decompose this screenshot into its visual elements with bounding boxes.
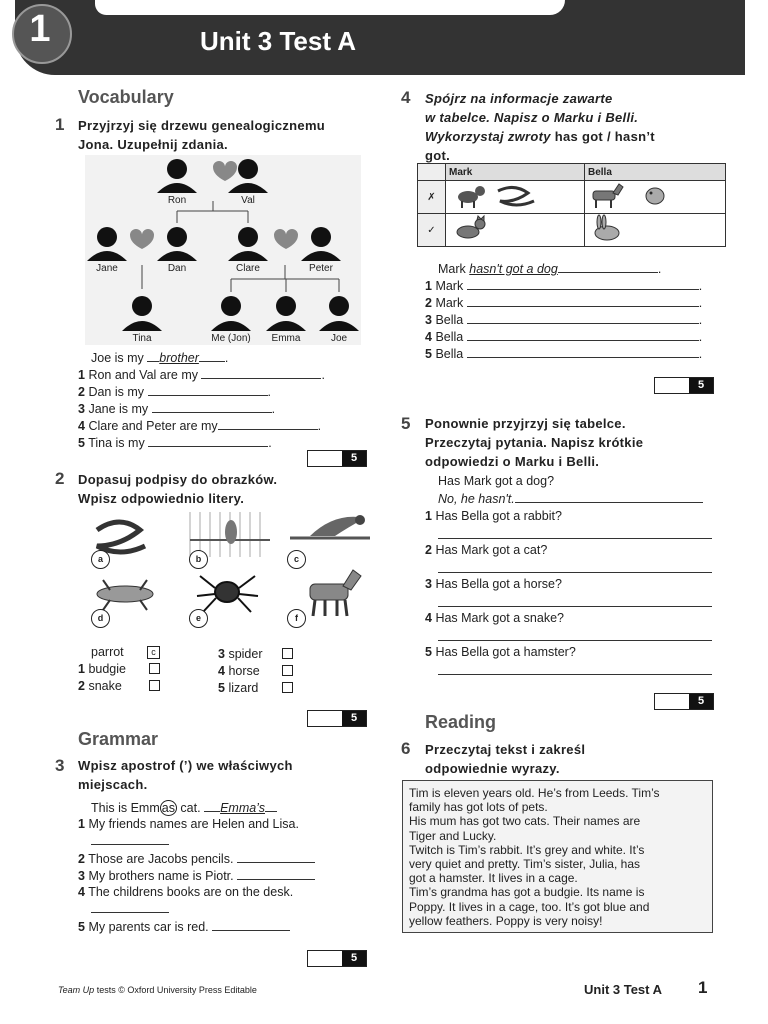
section-reading: Reading — [425, 712, 497, 732]
bella-hasnt-cell — [585, 181, 726, 214]
person-silhouette-icon — [211, 296, 251, 331]
tree-name-ron: Ron — [167, 195, 187, 206]
pets-table-header-bella: Bella — [585, 164, 726, 181]
ex1-instruction — [78, 116, 325, 154]
tree-name-joe: Joe — [330, 333, 348, 344]
ex1-item-3: 3 Jane is my . — [78, 402, 276, 416]
ex2-example-box: c — [147, 646, 160, 659]
family-tree-graphic — [85, 155, 361, 345]
ex2-instruction-line2: Wpisz odpowiednio litery. — [78, 491, 245, 506]
ex2-item-1: 1 budgie — [78, 662, 126, 676]
ex2-number: 2 — [55, 469, 65, 488]
answer-blank[interactable] — [467, 294, 699, 307]
picture-letter-b: b — [189, 550, 208, 569]
ex1-item-1: 1 Ron and Val are my . — [78, 368, 325, 382]
ex5-score-max: 5 — [689, 694, 713, 709]
ex3-item-2: 2 Those are Jacobs pencils. — [78, 850, 315, 868]
ex3-example-answer: Emma’s — [220, 801, 265, 815]
ex4-score-box[interactable] — [654, 377, 714, 394]
pets-table — [417, 163, 726, 247]
ex5-score-box[interactable] — [654, 693, 714, 710]
ex2-item-num: 1 — [78, 662, 85, 676]
answer-blank[interactable] — [91, 832, 169, 845]
parrot-icon — [290, 515, 370, 538]
ex1-item-5: 5 Tina is my . — [78, 436, 272, 450]
tree-name-jane: Jane — [96, 263, 118, 274]
ex4-instruction-line3: Wykorzystaj zwroty — [425, 129, 555, 144]
ex4-instruction-phrase: has got / hasn’t — [554, 129, 655, 144]
answer-checkbox[interactable] — [282, 648, 293, 659]
tree-name-emma: Emma — [271, 333, 301, 344]
ex3-score-box[interactable] — [307, 950, 367, 967]
header-banner-highlight — [95, 0, 565, 15]
ex3-item-1: 1 My friends names are Helen and Lisa. — [78, 817, 299, 831]
reading-line: Twitch is Tim’s rabbit. It’s grey and white. It’s — [409, 842, 645, 857]
ex5-item-4: 4 Has Mark got a snake? — [425, 611, 564, 625]
ex4-item-5: 5 Bella . — [425, 347, 703, 361]
ex4-example-answer: hasn't got a dog — [469, 262, 558, 276]
ex1-example: Joe is my brother . — [91, 351, 229, 365]
ex3-item-5: 5 My parents car is red. — [78, 918, 290, 936]
snake-icon — [498, 187, 534, 205]
ex3-instruction-line1: Wpisz apostrof (’) we właściwych — [78, 758, 293, 773]
answer-blank[interactable] — [91, 900, 169, 913]
answer-blank[interactable] — [212, 918, 290, 931]
ex4-instruction-line4: got. — [425, 148, 451, 163]
ex2-example: parrot c — [91, 644, 124, 661]
ex4-number: 4 — [401, 88, 411, 107]
answer-blank[interactable] — [218, 417, 318, 430]
person-silhouette-icon — [122, 296, 162, 331]
ex2-instruction-line1: Dopasuj podpisy do obrazków. — [78, 472, 278, 487]
ex4-instruction — [425, 89, 655, 165]
ex2-score-max: 5 — [342, 711, 366, 726]
ex5-item-5: 5 Has Bella got a hamster? — [425, 645, 576, 659]
unit-number: 1 — [29, 8, 51, 50]
reading-text-box — [402, 780, 713, 933]
ex1-score-box[interactable] — [307, 450, 367, 467]
ex5-instruction — [425, 414, 643, 471]
family-tree — [85, 155, 361, 345]
ex1-item-4: 4 Clare and Peter are my . — [78, 419, 322, 433]
rabbit-icon — [595, 215, 619, 240]
answer-checkbox[interactable] — [149, 680, 160, 691]
ex5-instruction-line2: Przeczytaj pytania. Napisz krótkie — [425, 435, 644, 450]
answer-blank[interactable] — [467, 311, 699, 324]
answer-checkbox[interactable] — [282, 682, 293, 693]
mark-hasnt-cell — [446, 181, 585, 214]
ex1-number: 1 — [55, 115, 65, 134]
tree-name-peter: Peter — [309, 263, 333, 274]
person-silhouette-icon — [319, 296, 359, 331]
reading-line: Poppy. It lives in a cage, too. It’s got blue and — [409, 899, 650, 914]
ex5-example-question: Has Mark got a dog? — [438, 474, 555, 488]
picture-letter-a: a — [91, 550, 110, 569]
answer-blank[interactable] — [438, 526, 712, 539]
row-mark-check: ✓ — [418, 214, 446, 247]
picture-letter-c: c — [287, 550, 306, 569]
ex5-item-2: 2 Has Mark got a cat? — [425, 543, 548, 557]
ex1-instruction-line2: Jona. Uzupełnij zdania. — [78, 137, 228, 152]
ex1-score-max: 5 — [342, 451, 366, 466]
reading-line: yellow feathers. Poppy is very noisy! — [409, 913, 603, 928]
footer-page-number: 1 — [698, 978, 708, 997]
ex2-item-num: 2 — [78, 679, 85, 693]
spider-icon — [197, 576, 258, 612]
ex5-example-answer: No, he hasn't. — [438, 492, 515, 506]
reading-line: family has got lots of pets. — [409, 800, 548, 815]
ex2-item-3: 3 spider — [218, 647, 263, 661]
ex5-item-3: 3 Has Bella got a horse? — [425, 577, 562, 591]
ex5-instruction-line3: odpowiedzi o Marku i Belli. — [425, 454, 600, 469]
ex3-instruction — [78, 756, 293, 794]
footer-test-label: Unit 3 Test A — [584, 982, 663, 997]
ex2-pictures — [85, 512, 375, 630]
person-silhouette-icon — [228, 227, 268, 261]
horse-icon — [310, 570, 361, 616]
answer-blank[interactable] — [438, 560, 712, 573]
ex4-instruction-line1: Spójrz na informacje zawarte — [425, 91, 613, 106]
dog-icon — [458, 186, 485, 208]
answer-blank[interactable] — [467, 328, 699, 341]
answer-blank[interactable] — [148, 434, 268, 447]
heart-icon — [213, 161, 237, 181]
answer-blank[interactable] — [438, 628, 712, 641]
hamster-icon — [646, 188, 664, 204]
footer-copyright — [58, 985, 257, 995]
ex2-item-5: 5 lizard — [218, 681, 259, 695]
footer-series-name: Team Up — [58, 985, 95, 995]
answer-blank[interactable] — [438, 662, 712, 675]
answer-blank[interactable] — [237, 850, 315, 863]
ex1-example-answer: brother — [159, 351, 199, 365]
ex2-instruction — [78, 470, 277, 508]
ex4-instruction-line2: w tabelce. Napisz o Marku i Belli. — [425, 110, 639, 125]
row-mark-cross: ✗ — [418, 181, 446, 214]
horse-icon — [593, 184, 623, 208]
footer-publisher: tests © Oxford University Press Editable — [94, 985, 257, 995]
reading-line: Tiger and Lucky. — [409, 828, 497, 843]
ex3-example: This is Emm as cat. Emma’s — [91, 799, 277, 817]
tree-name-val: Val — [241, 195, 255, 206]
ex6-number: 6 — [401, 739, 411, 758]
person-silhouette-icon — [301, 227, 341, 261]
section-grammar: Grammar — [78, 729, 159, 749]
pets-table-corner — [418, 164, 446, 181]
answer-checkbox[interactable] — [282, 665, 293, 676]
ex1-item-2: 2 Dan is my . — [78, 385, 271, 399]
ex4-item-4: 4 Bella . — [425, 330, 703, 344]
answer-blank[interactable] — [467, 277, 699, 290]
picture-letter-f: f — [287, 609, 306, 628]
answer-checkbox[interactable] — [149, 663, 160, 674]
ex3-score-max: 5 — [342, 951, 366, 966]
section-vocabulary: Vocabulary — [78, 87, 174, 107]
heart-icon — [274, 229, 298, 249]
person-silhouette-icon — [157, 159, 197, 193]
ex3-number: 3 — [55, 756, 65, 775]
reading-line: Tim’s grandma has got a budgie. Its name is — [409, 885, 645, 900]
ex2-score-box[interactable] — [307, 710, 367, 727]
ex5-instruction-line1: Ponownie przyjrzyj się tabelce. — [425, 416, 626, 431]
answer-blank[interactable] — [148, 383, 268, 396]
mark-has-cell — [446, 214, 585, 247]
reading-line: Tim is eleven years old. He’s from Leeds. Tim’s — [409, 786, 660, 800]
ex2-item-2: 2 snake — [78, 679, 122, 693]
bella-has-cell — [585, 214, 726, 247]
answer-blank[interactable] — [438, 594, 712, 607]
picture-letter-d: d — [91, 609, 110, 628]
answer-blank[interactable] — [467, 345, 699, 358]
ex2-item-4: 4 horse — [218, 664, 260, 678]
ex5-example-answer-line — [438, 490, 703, 508]
answer-blank[interactable] — [237, 867, 315, 880]
answer-blank[interactable] — [152, 400, 272, 413]
person-silhouette-icon — [87, 227, 127, 261]
ex1-example-text: Joe is my — [91, 351, 144, 365]
person-silhouette-icon — [157, 227, 197, 261]
ex4-example: Mark hasn't got a dog . — [438, 262, 662, 276]
ex4-item-1: 1 Mark . — [425, 279, 703, 293]
lizard-icon — [97, 580, 153, 610]
ex6-instruction — [425, 740, 585, 778]
tree-name-tina: Tina — [132, 333, 152, 344]
reading-line: got a hamster. It lives in a cage. — [409, 871, 578, 886]
ex6-instruction-line2: odpowiednie wyrazy. — [425, 761, 560, 776]
reading-line: very quiet and pretty. Tim’s sister, Julia, has — [409, 857, 640, 872]
ex4-item-2: 2 Mark . — [425, 296, 703, 310]
ex5-item-1: 1 Has Bella got a rabbit? — [425, 509, 562, 523]
cat-icon — [457, 216, 485, 238]
ex4-item-3: 3 Bella . — [425, 313, 703, 327]
ex3-item-4: 4 The childrens books are on the desk. — [78, 885, 294, 899]
ex3-instruction-line2: miejscach. — [78, 777, 148, 792]
ex3-example-circled: as — [161, 801, 175, 815]
page-title: Unit 3 Test A — [200, 26, 357, 56]
pets-table-header-mark: Mark — [446, 164, 585, 181]
ex5-number: 5 — [401, 414, 411, 433]
tree-name-clare: Clare — [236, 263, 260, 274]
heart-icon — [130, 229, 154, 249]
picture-letter-e: e — [189, 609, 208, 628]
ex4-score-max: 5 — [689, 378, 713, 393]
ex1-instruction-line1: Przyjrzyj się drzewu genealogicznemu — [78, 118, 326, 133]
tree-name-me-jon: Me (Jon) — [211, 333, 251, 344]
answer-blank[interactable] — [201, 366, 321, 379]
person-silhouette-icon — [266, 296, 306, 331]
tree-name-dan: Dan — [167, 263, 187, 274]
ex3-item-3: 3 My brothers name is Piotr. — [78, 867, 315, 885]
ex6-instruction-line1: Przeczytaj tekst i zakreśl — [425, 742, 586, 757]
reading-line: His mum has got two cats. Their names are — [409, 814, 641, 829]
snake-icon — [97, 522, 145, 552]
